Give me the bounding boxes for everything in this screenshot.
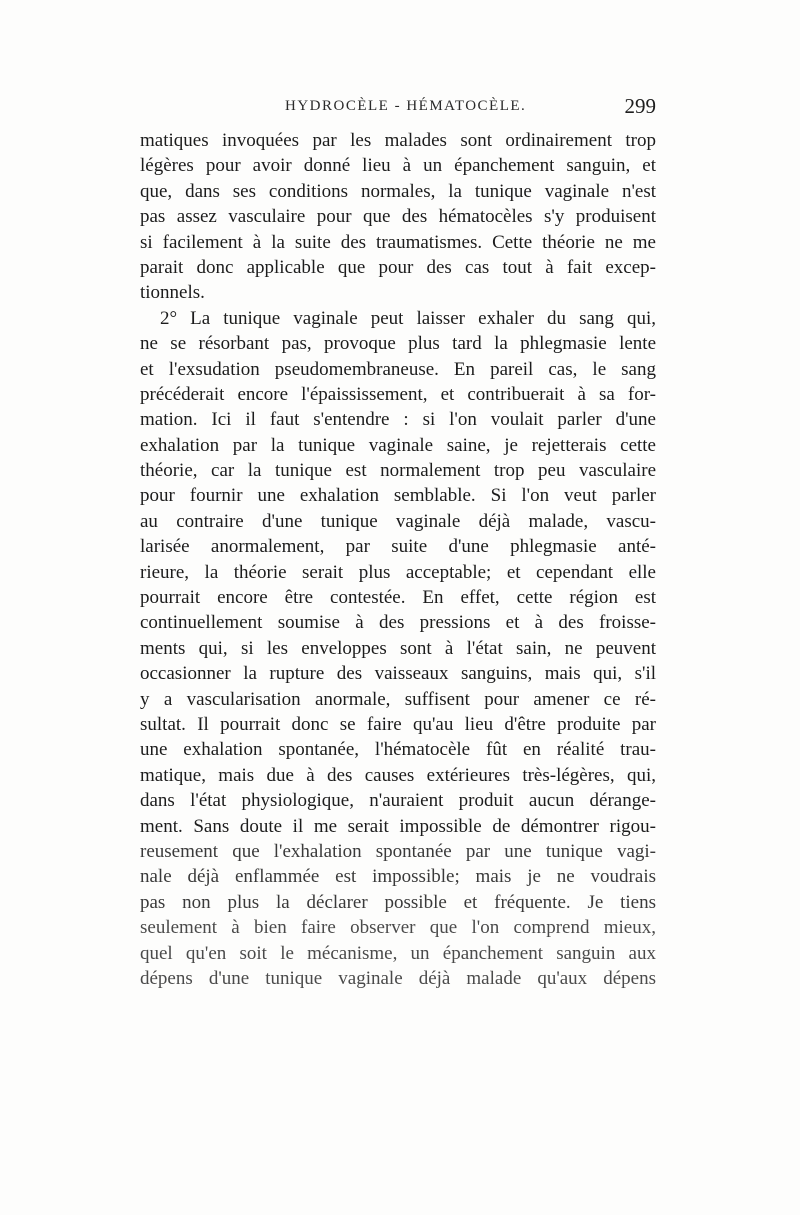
text-line: quel qu'en soit le mécanisme, un épanchement sanguin aux: [140, 942, 656, 964]
text-line: une exhalation spontanée, l'hématocèle fût en réalité trau-: [140, 739, 656, 761]
text-line: ment. Sans doute il me serait impossible de démontrer rigou-: [140, 815, 656, 837]
page-header: [140, 96, 660, 122]
text-line: tionnels.: [140, 282, 205, 304]
text-line: théorie, car la tunique est normalement trop peu vasculaire: [140, 460, 656, 482]
text-line: mation. Ici il faut s'entendre : si l'on voulait parler d'une: [140, 409, 656, 431]
page-number: 299: [624, 94, 656, 118]
text-line: y a vascularisation anormale, suffisent pour amener ce ré-: [140, 688, 656, 710]
text-line: rieure, la théorie serait plus acceptable; et cependant elle: [140, 561, 656, 583]
text-line: dans l'état physiologique, n'auraient produit aucun dérange-: [140, 790, 656, 812]
body-text: [140, 128, 656, 991]
text-line: matiques invoquées par les malades sont ordinairement trop: [140, 130, 656, 151]
text-line: nale déjà enflammée est impossible; mais je ne voudrais: [140, 866, 656, 888]
text-line: matique, mais due à des causes extérieures très-légères, qui,: [140, 764, 656, 786]
text-line: ne se résorbant pas, provoque plus tard la phlegmasie lente: [140, 333, 656, 355]
text-line: si facilement à la suite des traumatismes. Cette théorie ne me: [140, 231, 656, 253]
text-line: reusement que l'exhalation spontanée par une tunique vagi-: [140, 840, 656, 862]
text-line: que, dans ses conditions normales, la tunique vaginale n'est: [140, 180, 656, 202]
text-line: et l'exsudation pseudomembraneuse. En pareil cas, le sang: [140, 358, 656, 380]
text-line: sultat. Il pourrait donc se faire qu'au lieu d'être produite par: [140, 713, 656, 735]
running-title: HYDROCÈLE - HÉMATOCÈLE.: [285, 98, 527, 114]
text-line: pourrait encore être contestée. En effet, cette région est: [140, 587, 656, 609]
text-line: pour fournir une exhalation semblable. Si l'on veut parler: [140, 485, 656, 507]
paragraph-start-line: 2° La tunique vaginale peut laisser exhaler du sang qui,: [160, 307, 656, 329]
text-line: légères pour avoir donné lieu à un épanchement sanguin, et: [140, 155, 656, 177]
text-line: seulement à bien faire observer que l'on comprend mieux,: [140, 917, 656, 939]
text-line: occasionner la rupture des vaisseaux sanguins, mais qui, s'il: [140, 663, 656, 685]
text-line: larisée anormalement, par suite d'une phlegmasie anté-: [140, 536, 656, 558]
text-line: au contraire d'une tunique vaginale déjà malade, vascu-: [140, 510, 656, 532]
text-line: pas assez vasculaire pour que des hématocèles s'y produisent: [140, 206, 656, 228]
text-line: continuellement soumise à des pressions et à des froisse-: [140, 612, 656, 634]
text-line: ments qui, si les enveloppes sont à l'état sain, ne peuvent: [140, 637, 656, 659]
text-line: exhalation par la tunique vaginale saine, je rejetterais cette: [140, 434, 656, 456]
text-line: précéderait encore l'épaississement, et contribuerait à sa for-: [140, 383, 656, 405]
text-line: pas non plus la déclarer possible et fréquente. Je tiens: [140, 891, 656, 913]
text-line: parait donc applicable que pour des cas tout à fait excep-: [140, 256, 656, 278]
text-line: dépens d'une tunique vaginale déjà malade qu'aux dépens: [140, 967, 656, 989]
